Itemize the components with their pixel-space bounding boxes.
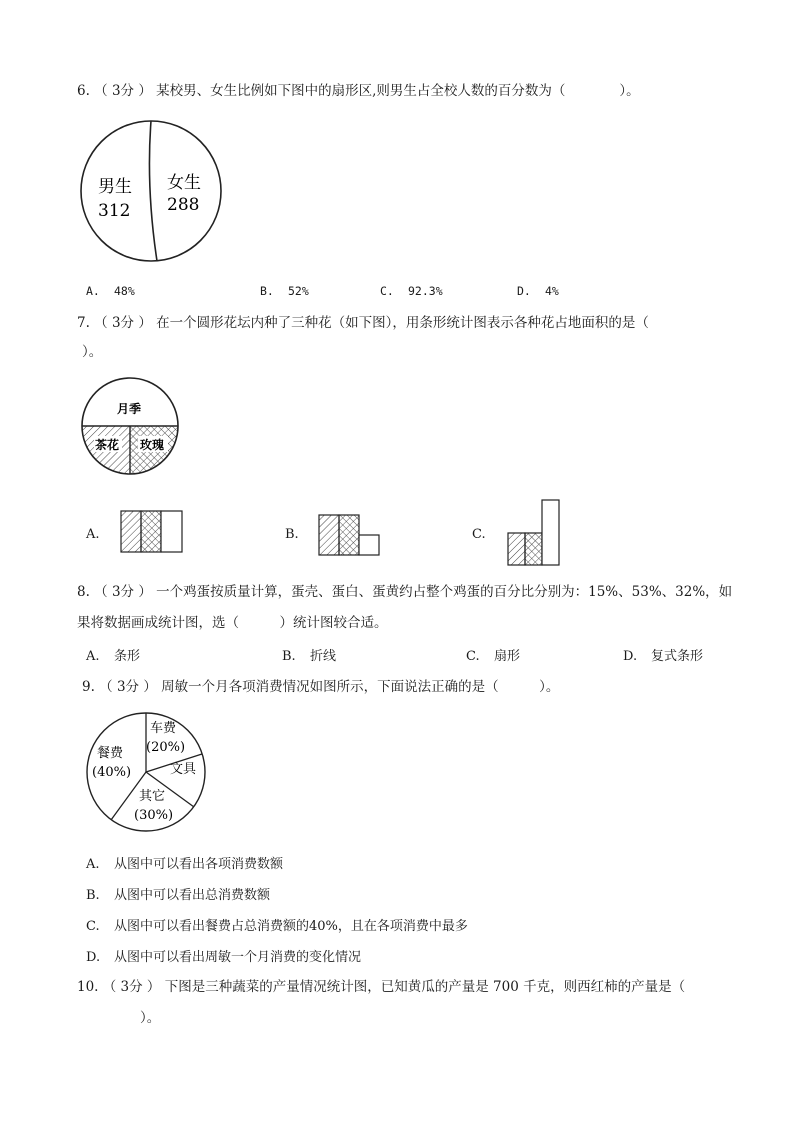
q8-option-d[interactable]: D. 复式条形: [623, 649, 704, 664]
q6-stem: 6. （ 3分 ） 某校男、女生比例如下图中的扇形区,则男生占全校人数的百分数为（ ）。: [77, 83, 640, 99]
q7-option-c-bar-chart[interactable]: [507, 498, 561, 568]
q9-other-label: 其它: [139, 789, 166, 804]
q6-pie-chart: [78, 118, 224, 264]
q7-option-b[interactable]: B.: [285, 527, 299, 542]
q8-stem-line1: 8. （ 3分 ） 一个鸡蛋按质量计算，蛋壳、蛋白、蛋黄约占整个鸡蛋的百分比分别为：15%、53%、32%，如: [77, 584, 733, 600]
q7-option-b-bar-chart[interactable]: [318, 514, 380, 556]
q8-option-a[interactable]: A. 条形: [86, 649, 141, 664]
q9-food-label: 餐费: [97, 746, 124, 761]
q6-girls-value: 288: [167, 195, 200, 215]
q7c-bar-rose: [525, 533, 542, 565]
q8-stem-line2: 果将数据画成统计图，选（ ）统计图较合适。: [77, 615, 388, 631]
q7c-bar-chinese-rose: [542, 500, 559, 565]
q9-option-d[interactable]: D. 从图中可以看出周敏一个月消费的变化情况: [86, 950, 362, 965]
q8-option-c[interactable]: C. 扇形: [466, 649, 521, 664]
q7a-bar-camellia: [121, 511, 141, 552]
q9-food-pct: (40%): [92, 765, 132, 780]
q6-boys-value: 312: [98, 201, 131, 221]
q7c-bar-camellia: [508, 533, 525, 565]
q6-boys-label: 男生: [98, 177, 132, 197]
q8-option-b[interactable]: B. 折线: [282, 649, 337, 664]
q6-option-a[interactable]: A. 48%: [86, 284, 135, 298]
q6-girls-label: 女生: [167, 173, 201, 193]
q9-option-c[interactable]: C. 从图中可以看出餐费占总消费额的40%，且在各项消费中最多: [86, 919, 468, 934]
q9-other-pct: (30%): [134, 808, 174, 823]
q7-stem-line1: 7. （ 3分 ） 在一个圆形花坛内种了三种花（如下图），用条形统计图表示各种花占地面积的是（: [77, 315, 649, 331]
q7-stem-line2: ）。: [82, 344, 103, 360]
q7b-bar-rose: [339, 515, 359, 555]
q9-stem: 9. （ 3分 ） 周敏一个月各项消费情况如图所示，下面说法正确的是（ ）。: [82, 679, 560, 695]
q9-transport-label: 车费: [150, 721, 177, 736]
q7b-bar-camellia: [319, 515, 339, 555]
q7-rose-label: 玫瑰: [140, 438, 165, 452]
q6-option-b[interactable]: B. 52%: [260, 284, 309, 298]
q9-pie-chart: [84, 710, 208, 834]
q7a-bar-chinese-rose: [161, 511, 182, 552]
q10-stem-line2: ）。: [140, 1010, 161, 1026]
q6-option-c[interactable]: C. 92.3%: [380, 284, 443, 298]
q9-transport-pct: (20%): [146, 740, 186, 755]
q9-stationery-label: 文具: [170, 762, 197, 777]
q7a-bar-rose: [141, 511, 161, 552]
q7-option-a-bar-chart[interactable]: [120, 510, 184, 554]
q9-option-a[interactable]: A. 从图中可以看出各项消费数额: [86, 857, 284, 872]
q7-camellia-label: 茶花: [95, 438, 120, 452]
q10-stem-line1: 10. （ 3分 ） 下图是三种蔬菜的产量情况统计图，已知黄瓜的产量是 700 千克，则西红柿的产量是（: [77, 979, 686, 995]
q6-option-d[interactable]: D. 4%: [517, 284, 559, 298]
q7b-bar-chinese-rose: [359, 535, 379, 555]
q7-rose-top-label: 月季: [117, 402, 142, 416]
q7-flower-bed-diagram: [80, 376, 180, 476]
q7-option-c[interactable]: C.: [472, 527, 486, 542]
q7-option-a[interactable]: A.: [86, 527, 100, 542]
q9-option-b[interactable]: B. 从图中可以看出总消费数额: [86, 888, 271, 903]
